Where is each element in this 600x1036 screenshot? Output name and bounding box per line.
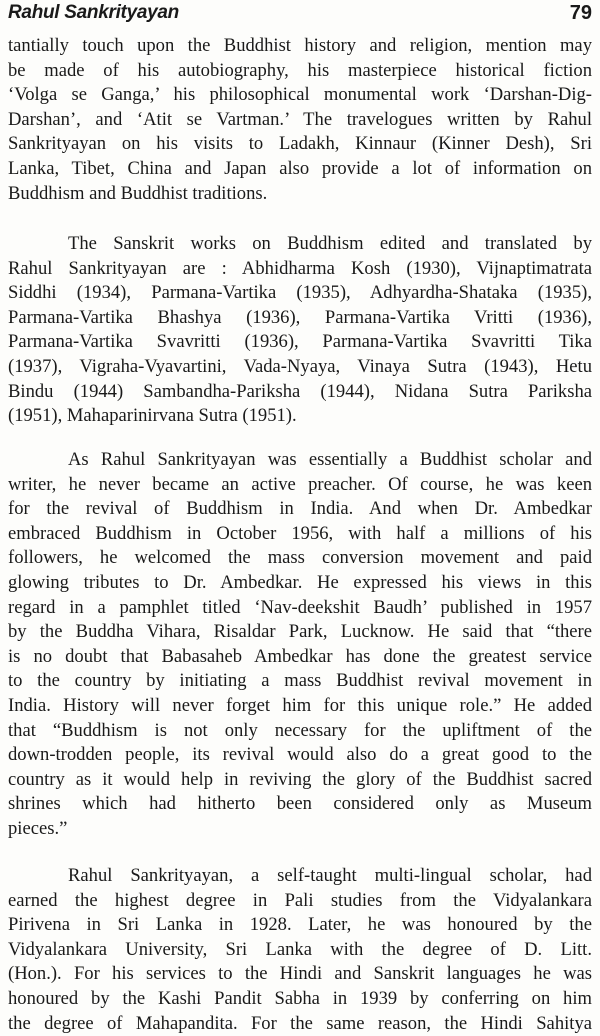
text-line: writer, he never became an active preacher. Of course, he was keen (8, 473, 592, 495)
text-line: shrines which had hitherto been considered only as Museum (8, 793, 592, 815)
text-line: to the country by initiating a mass Buddhist revival movement in (8, 670, 592, 692)
text-line: Siddhi (1934), Parmana-Vartika (1935), Adhyardha-Shataka (1935), (8, 282, 592, 304)
text-line: ‘Volga se Ganga,’ his philosophical monumental work ‘Darshan-Dig- (8, 84, 592, 106)
text-line: Buddhism and Buddhist traditions. (8, 182, 268, 204)
text-line: The Sanskrit works on Buddhism edited and translated by (68, 233, 592, 254)
text-line: Bindu (1944) Sambandha-Pariksha (1944), Nidana Sutra Pariksha (8, 380, 592, 402)
running-header (8, 0, 592, 26)
paragraph-4 (8, 864, 592, 1036)
text-line: As Rahul Sankrityayan was essentially a Buddhist scholar and (68, 449, 592, 470)
text-line: the degree of Mahapandita. For the same reason, the Hindi Sahitya (8, 1012, 592, 1034)
text-line: is no doubt that Babasaheb Ambedkar has done the greatest service (8, 645, 592, 667)
text-line: tantially touch upon the Buddhist history and religion, mention may (8, 35, 592, 56)
text-line: Lanka, Tibet, China and Japan also provide a lot of information on (8, 157, 592, 179)
page-number: 79 (569, 2, 592, 24)
text-line: for the revival of Buddhism in India. And when Dr. Ambedkar (8, 498, 592, 520)
text-line: Pirivena in Sri Lanka in 1928. Later, he was honoured by the (8, 914, 592, 936)
text-line: Rahul Sankrityayan, a self-taught multi-lingual scholar, had (68, 865, 592, 886)
text-line: Parmana-Vartika Svavritti (1936), Parmana-Vartika Svavritti Tika (8, 331, 592, 353)
text-line: glowing tributes to Dr. Ambedkar. He expressed his views in this (8, 571, 592, 593)
text-line: followers, he welcomed the mass conversion movement and paid (8, 547, 592, 569)
text-line: (1951), Mahaparinirvana Sutra (1951). (8, 405, 297, 427)
paragraph-1 (8, 34, 592, 206)
text-line: (1937), Vigraha-Vyavartini, Vada-Nyaya, Vinaya Sutra (1943), Hetu (8, 355, 592, 377)
text-line: (Hon.). For his services to the Hindi and Sanskrit languages he was (8, 963, 592, 985)
text-line: Vidyalankara University, Sri Lanka with the degree of D. Litt. (8, 938, 592, 960)
paragraph-2 (8, 232, 592, 429)
paragraph-3 (8, 448, 592, 842)
text-line: Parmana-Vartika Bhashya (1936), Parmana-Vartika Vritti (1936), (8, 306, 592, 328)
text-line: Darshan’, and ‘Atit se Vartman.’ The travelogues written by Rahul (8, 108, 592, 130)
text-line: that “Buddhism is not only necessary for the upliftment of the (8, 719, 592, 741)
running-title: Rahul Sankrityayan (8, 2, 179, 23)
text-line: down-trodden people, its revival would also do a great good to the (8, 744, 592, 766)
text-line: earned the highest degree in Pali studies from the Vidyalankara (8, 889, 592, 911)
text-line: Sankrityayan on his visits to Ladakh, Kinnaur (Kinner Desh), Sri (8, 133, 592, 155)
text-line: India. History will never forget him for this unique role.” He added (8, 694, 592, 716)
text-line: by the Buddha Vihara, Risaldar Park, Lucknow. He said that “there (8, 621, 592, 643)
text-line: embraced Buddhism in October 1956, with half a millions of his (8, 522, 592, 544)
text-line: country as it would help in reviving the glory of the Buddhist sacred (8, 768, 592, 790)
text-line: pieces.” (8, 817, 68, 839)
text-line: be made of his autobiography, his masterpiece historical fiction (8, 59, 592, 81)
text-line: regard in a pamphlet titled ‘Nav-deekshit Baudh’ published in 1957 (8, 596, 592, 618)
text-line: honoured by the Kashi Pandit Sabha in 1939 by conferring on him (8, 987, 592, 1009)
text-line: Rahul Sankrityayan are : Abhidharma Kosh (1930), Vijnaptimatrata (8, 257, 592, 279)
